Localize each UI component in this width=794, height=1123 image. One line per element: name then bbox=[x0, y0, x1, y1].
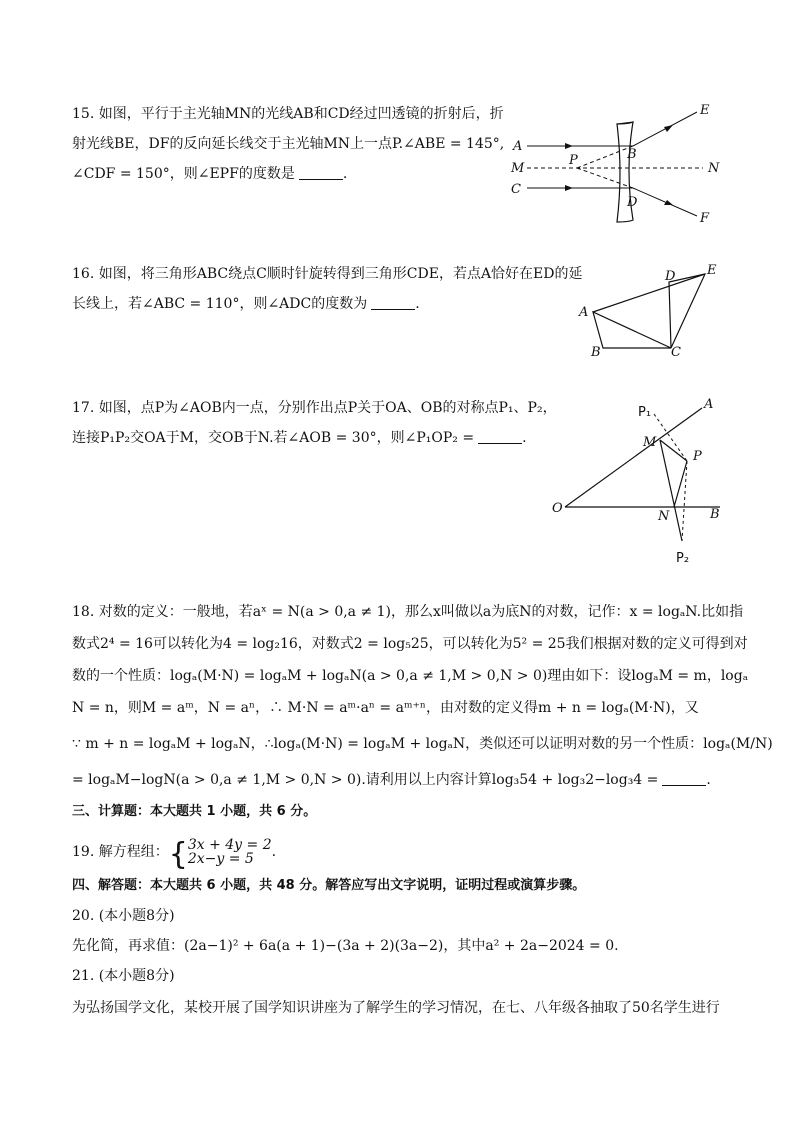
label-P: P bbox=[569, 153, 578, 168]
section-3-header: 三、计算题：本大题共 1 小题，共 6 分。 bbox=[72, 804, 317, 819]
ray-BE bbox=[633, 112, 697, 146]
q21-text: 为弘扬国学文化，某校开展了国学知识讲座为了解学生的学习情况，在七、八年级各抽取了50名学生进行 bbox=[72, 1000, 720, 1016]
brace-icon: { bbox=[168, 837, 188, 872]
q18-line1: 18. 对数的定义：一般地，若aˣ = N(a > 0,a ≠ 1)，那么x叫做以a为底N的对数，记作：x = logₐN.比如指 bbox=[72, 604, 744, 620]
label-N: N bbox=[658, 509, 670, 524]
label-M: M bbox=[643, 435, 657, 450]
label-M: M bbox=[511, 161, 525, 176]
label-O: O bbox=[552, 501, 563, 516]
q18-line2: 数式2⁴ = 16可以转化为4 = log₂16，对数式2 = log₅25，可以转化为5² = 25我们根据对数的定义可得到对 bbox=[72, 636, 748, 652]
q18-line3: 数的一个性质：logₐ(M·N) = logₐM + logₐN(a > 0,a ≠ 1,M > 0,N > 0)理由如下：设logₐM = m，logₐ bbox=[72, 668, 749, 684]
label-C: C bbox=[511, 182, 521, 197]
equation-2: 2x−y = 5 bbox=[187, 851, 254, 867]
q15-line3-text: ∠CDF = 150°，则∠EPF的度数是 bbox=[72, 166, 295, 182]
label-N: N bbox=[708, 161, 720, 176]
label-E: E bbox=[707, 263, 717, 278]
q18-line6 bbox=[72, 770, 711, 790]
q16-end: . bbox=[415, 296, 420, 312]
label-A: A bbox=[704, 397, 714, 412]
label-B: B bbox=[627, 147, 637, 162]
label-P: P bbox=[693, 449, 702, 464]
q19-end: . bbox=[271, 844, 277, 860]
label-D: D bbox=[627, 195, 638, 210]
q15-figure bbox=[505, 98, 725, 228]
ray-DF bbox=[633, 188, 697, 216]
label-B: B bbox=[710, 507, 720, 522]
q15-end: . bbox=[342, 166, 348, 182]
answer-blank bbox=[662, 771, 706, 786]
answer-blank bbox=[299, 165, 343, 180]
q15-line3 bbox=[72, 164, 347, 184]
q19 bbox=[72, 838, 276, 870]
q16-line1: 16. 如图，将三角形ABC绕点C顺时针旋转得到三角形CDE，若点A恰好在ED的延 bbox=[72, 266, 583, 282]
q17-line1: 17. 如图，点P为∠AOB内一点，分别作出点P关于OA、OB的对称点P₁、P₂， bbox=[72, 400, 557, 416]
label-P2: P₂ bbox=[676, 551, 690, 566]
label-C: C bbox=[671, 345, 681, 360]
q16-figure bbox=[575, 262, 725, 362]
label-F: F bbox=[700, 211, 710, 226]
answer-blank bbox=[478, 429, 522, 444]
q17-figure bbox=[550, 396, 730, 571]
q15-line1: 15. 如图，平行于主光轴MN的光线AB和CD经过凹透镜的折射后，折 bbox=[72, 106, 504, 122]
triangle-CDE bbox=[669, 274, 705, 348]
ray-OA bbox=[565, 408, 702, 507]
q20-text: 先化简，再求值：(2a−1)² + 6a(a + 1)−(3a + 2)(3a−2)，其中a² + 2a−2024 = 0. bbox=[72, 938, 619, 954]
q17-line2 bbox=[72, 428, 527, 448]
label-D: D bbox=[665, 269, 676, 284]
answer-blank bbox=[371, 295, 415, 310]
label-E: E bbox=[700, 103, 710, 118]
label-P1: P₁ bbox=[638, 405, 652, 420]
q18-end: . bbox=[706, 772, 711, 788]
q17-line2-text: 连接P₁P₂交OA于M，交OB于N.若∠AOB = 30°，则∠P₁OP₂ = bbox=[72, 430, 475, 446]
q20-title: 20. (本小题8分) bbox=[72, 908, 175, 924]
label-A: A bbox=[513, 139, 523, 154]
q15-line2: 射光线BE，DF的反向延长线交于主光轴MN上一点P.∠ABE = 145°, bbox=[72, 136, 505, 152]
q19-prefix: 19. 解方程组： bbox=[72, 844, 169, 860]
q18-line6-text: = logₐM−logN(a > 0,a ≠ 1,M > 0,N > 0).请利用以上内容计算log₃54 + log₃2−log₃4 = bbox=[72, 772, 659, 788]
q16-line2-text: 长线上，若∠ABC = 110°，则∠ADC的度数为 bbox=[72, 296, 368, 312]
triangle-ABC bbox=[593, 312, 671, 348]
q18-line4: N = n，则M = aᵐ，N = aⁿ，∴ M·N = aᵐ·aⁿ = aᵐ⁺ⁿ，由对数的定义得m + n = logₐ(M·N)，又 bbox=[72, 700, 699, 716]
q21-title: 21. (本小题8分) bbox=[72, 968, 175, 984]
q16-line2 bbox=[72, 294, 420, 314]
q18-line5: ∵ m + n = logₐM + logₐN，∴logₐ(M·N) = logₐM + logₐN，类似还可以证明对数的另一个性质：logₐ(M/N) bbox=[72, 736, 773, 752]
label-B: B bbox=[591, 345, 601, 360]
label-A: A bbox=[579, 305, 589, 320]
section-4-header: 四、解答题：本大题共 6 小题，共 48 分。解答应写出文字说明，证明过程或演算步骤。 bbox=[72, 878, 586, 893]
equation-1: 3x + 4y = 2 bbox=[187, 837, 272, 853]
q17-end: . bbox=[522, 430, 527, 446]
